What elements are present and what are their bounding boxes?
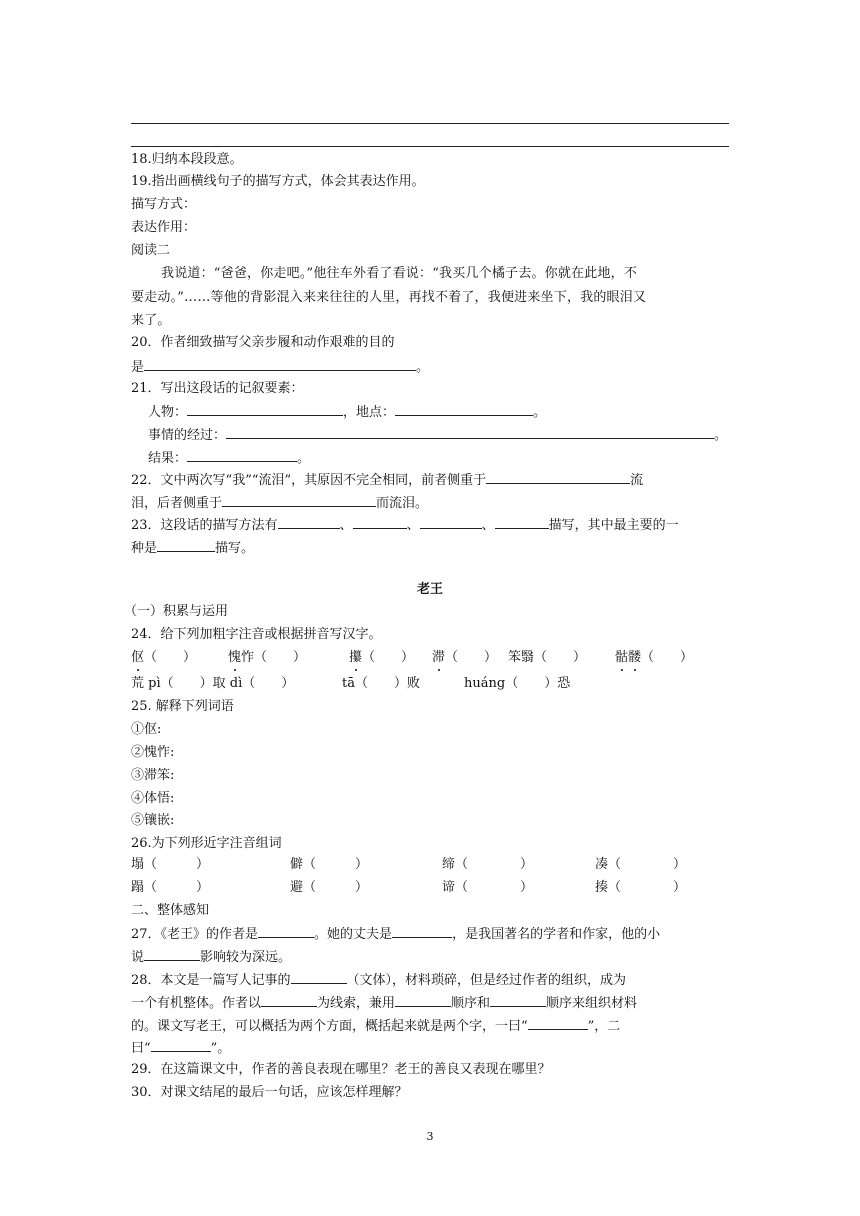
reading-2-heading: 阅读二 (131, 243, 171, 258)
q23-blank-5[interactable] (157, 537, 215, 552)
question-24: 24．给下列加粗字注音或根据拼音写汉字。 (131, 627, 382, 642)
q21-period-3: 。 (297, 451, 311, 466)
passage-line-2: 要走动。”……等他的背影混入来来往往的人里，再找不着了，我便进来坐下，我的眼泪又 (131, 290, 647, 305)
q24-item-3 (349, 648, 414, 668)
q23-text-1: 23．这段话的描写方法有 (131, 518, 278, 533)
question-26: 26.为下列形近字注音组词 (131, 836, 282, 851)
q23-text-3: 种是 (131, 541, 158, 556)
q24-item-4 (432, 648, 497, 668)
question-28-line-4 (131, 1037, 230, 1057)
q28-blank-3[interactable] (395, 992, 451, 1007)
q28-blank-5[interactable] (528, 1015, 588, 1030)
q26-row2-item-4: 揍（ ） (595, 880, 687, 895)
q23-sep-3: 、 (481, 518, 495, 533)
q26-row1-item-3: 缔（ ） (442, 857, 534, 872)
q26-row2-item-3: 谛（ ） (442, 880, 534, 895)
q24-item-1-char: 伛 (131, 648, 144, 668)
q22-text-3: 泪，后者侧重于 (131, 496, 223, 511)
q28-text-2: （文体），材料琐碎，但是经过作者的组织，成为 (346, 973, 627, 988)
q21-place-label: ，地点： (343, 405, 396, 420)
question-22-line-1 (131, 469, 643, 489)
q21-period-2: 。 (714, 428, 728, 443)
q27-text-5: 影响较为深远。 (200, 950, 292, 965)
q28-text-10: ”。 (210, 1041, 231, 1056)
q25-item-1: ①伛: (131, 722, 162, 737)
q20-suffix: 。 (416, 360, 430, 375)
q28-blank-1[interactable] (291, 969, 347, 984)
q23-text-4: 描写。 (215, 541, 255, 556)
q28-text-4: 为线索，兼用 (317, 996, 396, 1011)
q22-text-1: 22．文中两次写“我”“流泪”，其原因不完全相同，前者侧重于 (131, 473, 487, 488)
q24-item-1 (131, 648, 196, 668)
q21-result-blank[interactable] (187, 447, 297, 462)
q28-text-3: 一个有机整体。作者以 (131, 996, 262, 1011)
part-1-heading: （一）积累与运用 (124, 604, 229, 619)
q28-blank-6[interactable] (151, 1037, 211, 1052)
q28-blank-2[interactable] (261, 992, 317, 1007)
question-28-line-2 (131, 992, 637, 1012)
q24-item-5-pre: 笨 (508, 650, 522, 665)
q22-text-4: 而流泪。 (376, 496, 429, 511)
q21-person-blank[interactable] (187, 401, 343, 416)
q24-item-2 (228, 648, 306, 668)
q27-text-3: ，是我国著名的学者和作家，他的小 (452, 927, 661, 942)
question-27-line-2 (131, 946, 291, 966)
q27-text-1: 27．《老王》的作者是 (131, 927, 259, 942)
question-21-person-place (148, 401, 546, 421)
q27-blank-2[interactable] (392, 923, 452, 938)
q26-row1-item-1: 塌（ ） (131, 857, 210, 872)
q22-text-2: 流 (630, 473, 644, 488)
question-30: 30．对课文结尾的最后一句话，应该怎样理解？ (131, 1085, 408, 1100)
q24-item-3-char: 攥 (349, 648, 362, 668)
section-title: 老王 (416, 582, 443, 597)
q25-item-4: ④体悟: (131, 791, 175, 806)
question-29: 29．在这篇课文中，作者的善良表现在哪里？老王的善良又表现在哪里？ (131, 1062, 551, 1077)
q27-blank-3[interactable] (144, 946, 200, 961)
q24-item-4-blank: （ ） (445, 650, 498, 665)
q23-sep-2: 、 (406, 518, 420, 533)
q22-blank-2[interactable] (222, 492, 376, 507)
q25-item-3: ③滞笨: (131, 768, 175, 783)
part-2-heading: 二、整体感知 (131, 903, 210, 918)
question-18: 18.归纳本段段意。 (131, 152, 243, 167)
q23-blank-2[interactable] (353, 514, 407, 529)
q24-item-2-char: 愧 (228, 648, 241, 668)
q28-text-9: 曰“ (131, 1041, 151, 1056)
question-28-line-3 (131, 1015, 620, 1035)
question-23-line-1 (131, 514, 679, 534)
q26-row1-item-4: 凑（ ） (595, 857, 687, 872)
q21-period-1: 。 (533, 405, 547, 420)
q24-row2-part-2: tā（ ）败 (342, 676, 420, 691)
q28-blank-4[interactable] (490, 992, 546, 1007)
q21-process-blank[interactable] (226, 424, 714, 439)
q24-item-5-blank: 翳（ ） (521, 650, 587, 665)
page-number: 3 (426, 1130, 434, 1143)
q22-blank-1[interactable] (486, 469, 630, 484)
question-25: 25. 解释下列词语 (131, 699, 234, 714)
question-21-process (148, 424, 727, 444)
q28-text-5: 顺序和 (451, 996, 491, 1011)
question-22-line-2 (131, 492, 428, 512)
question-27-line-1 (131, 923, 660, 943)
question-21-result (148, 447, 310, 467)
question-28-line-1 (131, 969, 626, 989)
question-20-answer (131, 356, 429, 376)
q24-item-3-blank: （ ） (362, 650, 415, 665)
q20-blank[interactable] (144, 356, 416, 371)
q23-blank-1[interactable] (278, 514, 340, 529)
q24-row2-part-1: 荒 pì（ ）取 dì（ ） (131, 676, 295, 691)
q21-person-label: 人物： (148, 405, 188, 420)
q24-item-2-blank: 怍（ ） (241, 650, 307, 665)
q23-text-2: 描写，其中最主要的一 (548, 518, 679, 533)
question-19-effect: 表达作用： (131, 220, 197, 235)
q24-item-5 (508, 648, 586, 668)
answer-line-1 (131, 123, 729, 124)
q21-result-label: 结果： (148, 451, 188, 466)
q26-row2-item-2: 避（ ） (290, 880, 369, 895)
passage-line-1: 我说道：“爸爸，你走吧。”他往车外看了看说：“我买几个橘子去。你就在此地，不 (161, 266, 638, 281)
q24-item-4-char: 滞 (432, 648, 445, 668)
q27-blank-1[interactable] (258, 923, 314, 938)
question-19-method: 描写方式： (131, 197, 197, 212)
q27-text-2: 。她的丈夫是 (314, 927, 393, 942)
answer-line-2 (131, 146, 729, 147)
q28-text-1: 28．本文是一篇写人记事的 (131, 973, 291, 988)
q24-row2-part-3: huáng（ ）恐 (464, 676, 571, 691)
q23-sep-1: 、 (339, 518, 353, 533)
question-20: 20．作者细致描写父亲步履和动作艰难的目的 (131, 335, 395, 350)
q24-item-6-char-1: 骷 (615, 648, 628, 668)
q25-item-5: ⑤镶嵌: (131, 813, 175, 828)
q28-text-8: ”，二 (587, 1019, 621, 1034)
q28-text-6: 顺序来组织材料 (546, 996, 638, 1011)
q23-blank-4[interactable] (495, 514, 549, 529)
question-21: 21．写出这段话的记叙要素： (131, 381, 304, 396)
question-19: 19.指出画横线句子的描写方式，体会其表达作用。 (131, 174, 425, 189)
q24-item-6 (615, 648, 693, 668)
q26-row1-item-2: 僻（ ） (290, 857, 369, 872)
passage-line-3: 来了。 (131, 313, 171, 328)
q20-prefix: 是 (131, 360, 145, 375)
q21-place-blank[interactable] (395, 401, 533, 416)
q23-blank-3[interactable] (420, 514, 482, 529)
q21-process-label: 事情的经过： (148, 428, 227, 443)
q24-item-6-blank: （ ） (641, 650, 694, 665)
q25-item-2: ②愧怍: (131, 745, 175, 760)
q27-text-4: 说 (131, 950, 145, 965)
q24-item-6-char-2: 髅 (628, 648, 641, 668)
question-23-line-2 (131, 537, 254, 557)
q28-text-7: 的。课文写老王，可以概括为两个方面，概括起来就是两个字，一曰“ (131, 1019, 528, 1034)
q24-item-1-blank: （ ） (144, 650, 197, 665)
q26-row2-item-1: 蹋（ ） (131, 880, 210, 895)
